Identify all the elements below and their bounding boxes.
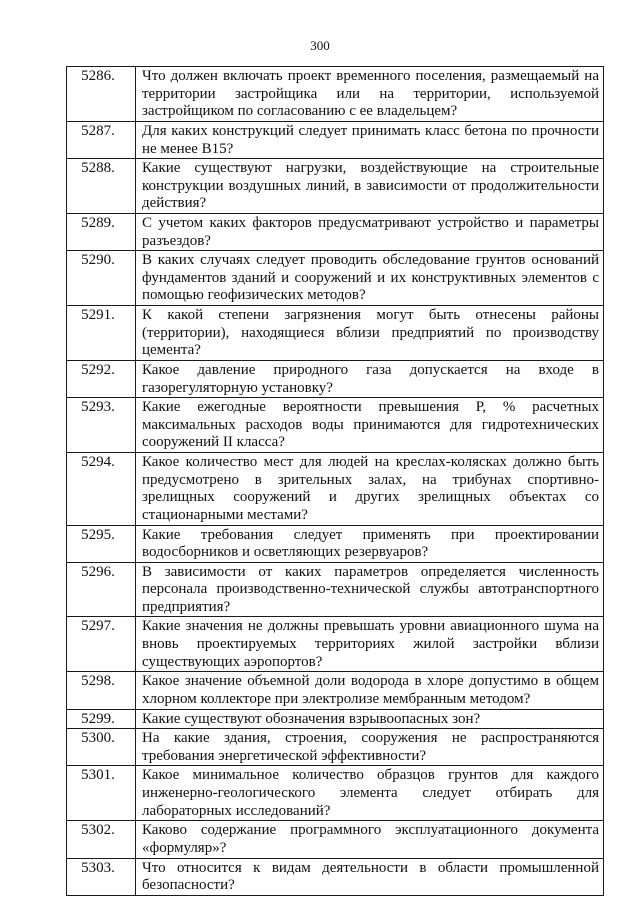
question-text: На какие здания, строения, сооружения не распространяются требования энергетической эффективности? xyxy=(136,729,604,766)
question-number: 5287. xyxy=(67,122,136,159)
question-text: Какое минимальное количество образцов грунтов для каждого инженерно-геологического элемента следует отбирать для лабораторных исследований? xyxy=(136,766,604,821)
questions-table xyxy=(66,66,604,896)
question-text: К какой степени загрязнения могут быть отнесены районы (территории), находящиеся вблизи предприятий по производству цемента? xyxy=(136,306,604,361)
question-text: В зависимости от каких параметров определяется численность персонала производственно-технической службы автотранспортного предприятия? xyxy=(136,562,604,617)
question-text: Какие ежегодные вероятности превышения Р, % расчетных максимальных расходов воды принимаются для гидротехнических сооружений II класса? xyxy=(136,398,604,453)
question-number: 5299. xyxy=(67,709,136,729)
table-row xyxy=(67,562,604,617)
question-number: 5286. xyxy=(67,67,136,122)
page-number: 300 xyxy=(310,38,330,53)
table-row xyxy=(67,67,604,122)
table-row xyxy=(67,858,604,895)
question-text: Что относится к видам деятельности в области промышленной безопасности? xyxy=(136,858,604,895)
question-number: 5296. xyxy=(67,562,136,617)
question-number: 5295. xyxy=(67,525,136,562)
table-row xyxy=(67,617,604,672)
table-row xyxy=(67,306,604,361)
question-number: 5298. xyxy=(67,672,136,709)
question-number: 5300. xyxy=(67,729,136,766)
question-text: С учетом каких факторов предусматривают устройство и параметры разъездов? xyxy=(136,213,604,250)
question-number: 5294. xyxy=(67,453,136,525)
question-text: Какие существуют обозначения взрывоопасных зон? xyxy=(136,709,604,729)
question-text: Какое давление природного газа допускается на входе в газорегуляторную установку? xyxy=(136,360,604,397)
question-text: Какие требования следует применять при проектировании водосборников и осветляющих резервуаров? xyxy=(136,525,604,562)
question-number: 5292. xyxy=(67,360,136,397)
table-row xyxy=(67,251,604,306)
question-text: Для каких конструкций следует принимать класс бетона по прочности не менее В15? xyxy=(136,122,604,159)
table-row xyxy=(67,159,604,214)
question-number: 5293. xyxy=(67,398,136,453)
table-row xyxy=(67,360,604,397)
table-row xyxy=(67,453,604,525)
question-number: 5297. xyxy=(67,617,136,672)
question-number: 5303. xyxy=(67,858,136,895)
question-text: Какое количество мест для людей на креслах-колясках должно быть предусмотрено в зрительных залах, на трибунах спортивно-зрелищных сооружений и других зрелищных объектах со стационарными местами? xyxy=(136,453,604,525)
question-number: 5289. xyxy=(67,213,136,250)
question-text: В каких случаях следует проводить обследование грунтов оснований фундаментов зданий и сооружений и их конструктивных элементов с помощью геофизических методов? xyxy=(136,251,604,306)
question-text: Что должен включать проект временного поселения, размещаемый на территории застройщика или на территории, используемой застройщиком по согласованию с ее владельцем? xyxy=(136,67,604,122)
question-number: 5302. xyxy=(67,821,136,858)
table-row xyxy=(67,766,604,821)
table-row xyxy=(67,525,604,562)
question-number: 5301. xyxy=(67,766,136,821)
question-text: Каково содержание программного эксплуатационного документа «формуляр»? xyxy=(136,821,604,858)
question-text: Какое значение объемной доли водорода в хлоре допустимо в общем хлорном коллекторе при электролизе мембранным методом? xyxy=(136,672,604,709)
table-row xyxy=(67,709,604,729)
question-text: Какие значения не должны превышать уровни авиационного шума на вновь проектируемых территориях жилой застройки вблизи существующих аэропортов? xyxy=(136,617,604,672)
question-number: 5288. xyxy=(67,159,136,214)
table-row xyxy=(67,213,604,250)
question-number: 5290. xyxy=(67,251,136,306)
table-row xyxy=(67,122,604,159)
table-row xyxy=(67,398,604,453)
table-row xyxy=(67,821,604,858)
table-row xyxy=(67,729,604,766)
question-text: Какие существуют нагрузки, воздействующие на строительные конструкции воздушных линий, в зависимости от продолжительности действия? xyxy=(136,159,604,214)
table-row xyxy=(67,672,604,709)
question-number: 5291. xyxy=(67,306,136,361)
